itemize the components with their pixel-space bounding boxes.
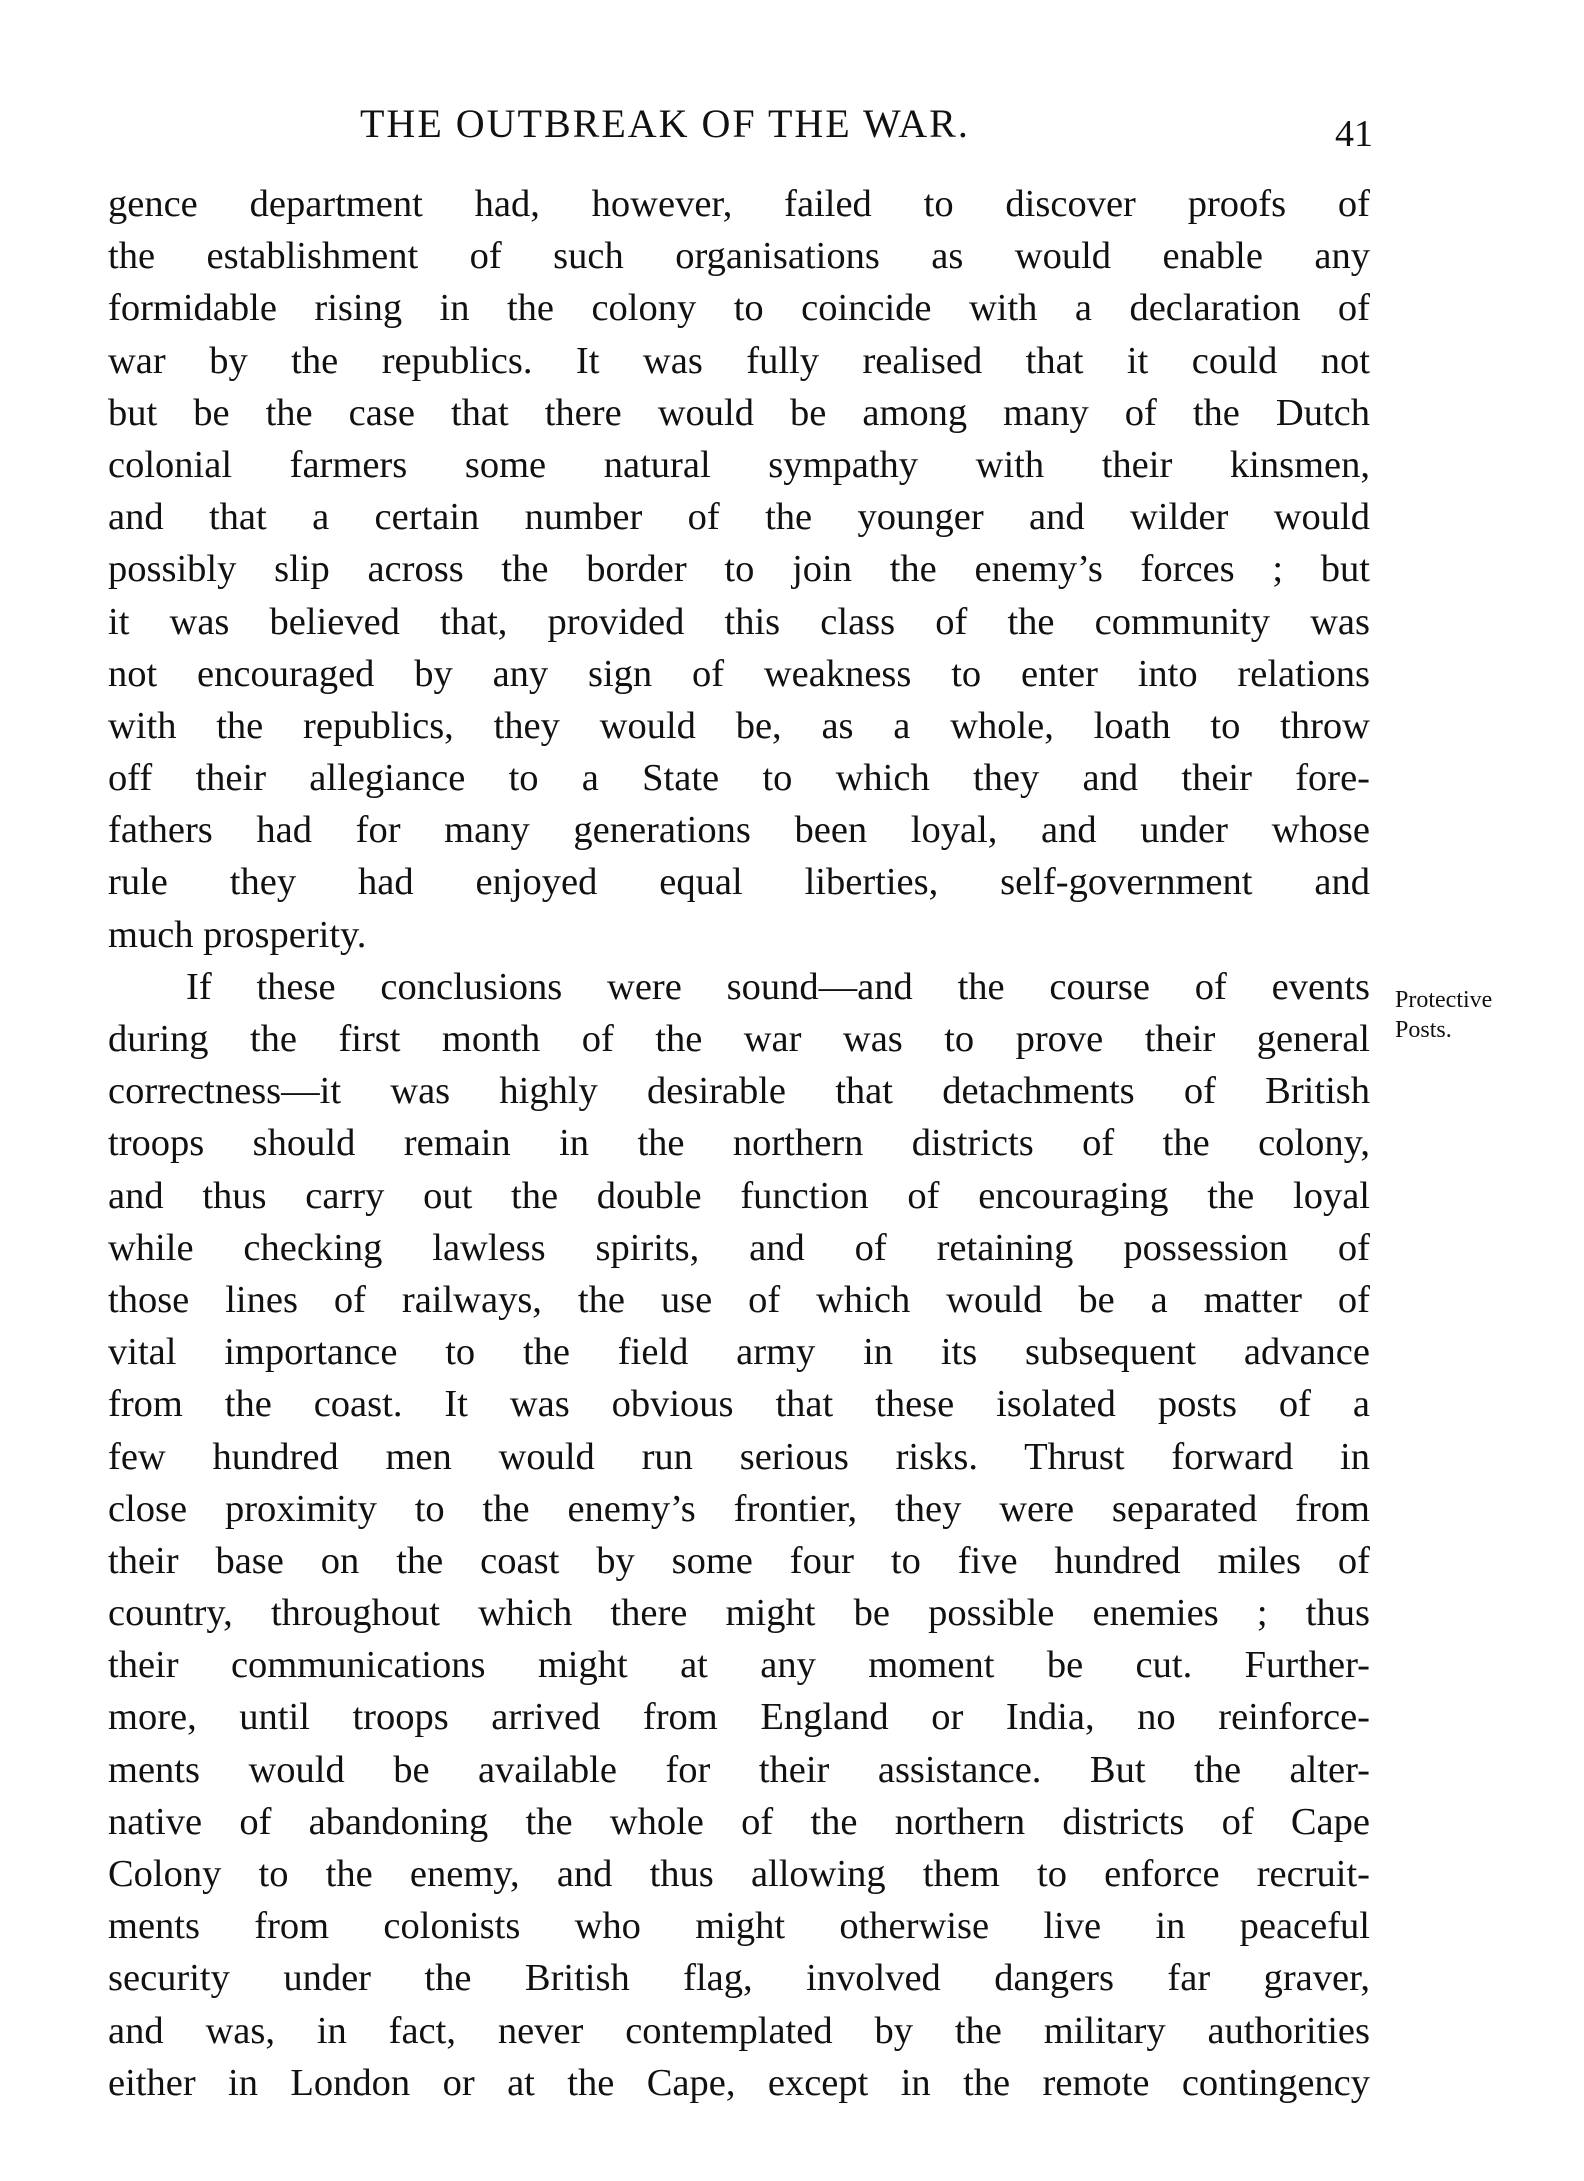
text-line: ments would be available for their assistance. But the alter- <box>108 1748 1370 1791</box>
text-line: colonial farmers some natural sympathy with their kinsmen, <box>108 443 1370 486</box>
text-line: ments from colonists who might otherwise live in peaceful <box>108 1905 1370 1948</box>
text-line: with the republics, they would be, as a whole, loath to throw <box>108 704 1370 747</box>
paragraph <box>108 961 1370 2109</box>
text-line: during the first month of the war was to prove their general <box>108 1018 1370 1060</box>
margin-note <box>1395 985 1492 1045</box>
text-line: more, until troops arrived from England or India, no reinforce- <box>108 1696 1370 1739</box>
text-line: and that a certain number of the younger and wilder would <box>108 496 1370 539</box>
text-line: off their allegiance to a State to which they and their fore- <box>108 757 1370 800</box>
text-line: much prosperity. <box>108 913 367 956</box>
text-line: If these conclusions were sound—and the course of events <box>186 965 1370 1008</box>
text-line: rule they had enjoyed equal liberties, self-government and <box>108 861 1370 904</box>
page-number: 41 <box>1335 113 1373 155</box>
text-line: and thus carry out the double function of encouraging the loyal <box>108 1174 1370 1217</box>
text-line: correctness—it was highly desirable that detachments of British <box>108 1070 1370 1113</box>
text-line: from the coast. It was obvious that these isolated posts of a <box>108 1383 1370 1426</box>
text-line: and was, in fact, never contemplated by the military authorities <box>108 2009 1370 2052</box>
text-line: possibly slip across the border to join the enemy’s forces ; but <box>108 548 1370 591</box>
paragraph <box>108 178 1370 961</box>
text-line: their base on the coast by some four to five hundred miles of <box>108 1539 1370 1582</box>
text-line: either in London or at the Cape, except in the remote contingency <box>108 2061 1370 2104</box>
text-line: while checking lawless spirits, and of retaining possession of <box>108 1226 1370 1269</box>
text-line: it was believed that, provided this class of the community was <box>108 600 1370 643</box>
text-line: those lines of railways, the use of which would be a matter of <box>108 1278 1370 1321</box>
text-line: troops should remain in the northern districts of the colony, <box>108 1122 1370 1165</box>
text-line: native of abandoning the whole of the northern districts of Cape <box>108 1800 1370 1843</box>
text-line: vital importance to the field army in its subsequent advance <box>108 1331 1370 1374</box>
text-line: not encouraged by any sign of weakness to enter into relations <box>108 652 1370 695</box>
text-line: but be the case that there would be among many of the Dutch <box>108 391 1370 434</box>
text-line: gence department had, however, failed to discover proofs of <box>108 183 1370 225</box>
running-header: THE OUTBREAK OF THE WAR. <box>360 101 970 146</box>
text-line: country, throughout which there might be possible enemies ; thus <box>108 1592 1370 1635</box>
text-line: close proximity to the enemy’s frontier, they were separated from <box>108 1487 1370 1530</box>
text-line: few hundred men would run serious risks. Thrust forward in <box>108 1435 1370 1478</box>
text-line: formidable rising in the colony to coincide with a declaration of <box>108 287 1370 330</box>
text-line: fathers had for many generations been loyal, and under whose <box>108 809 1370 852</box>
text-line: war by the republics. It was fully realised that it could not <box>108 339 1370 382</box>
text-line: Colony to the enemy, and thus allowing them to enforce recruit- <box>108 1853 1370 1895</box>
body-text <box>108 178 1370 2109</box>
text-line: their communications might at any moment be cut. Further- <box>108 1644 1370 1687</box>
margin-note-line: Protective <box>1395 987 1493 1013</box>
margin-note-line: Posts. <box>1395 1017 1452 1043</box>
text-line: the establishment of such organisations as would enable any <box>108 235 1370 278</box>
text-line: security under the British flag, involved dangers far graver, <box>108 1957 1370 2000</box>
